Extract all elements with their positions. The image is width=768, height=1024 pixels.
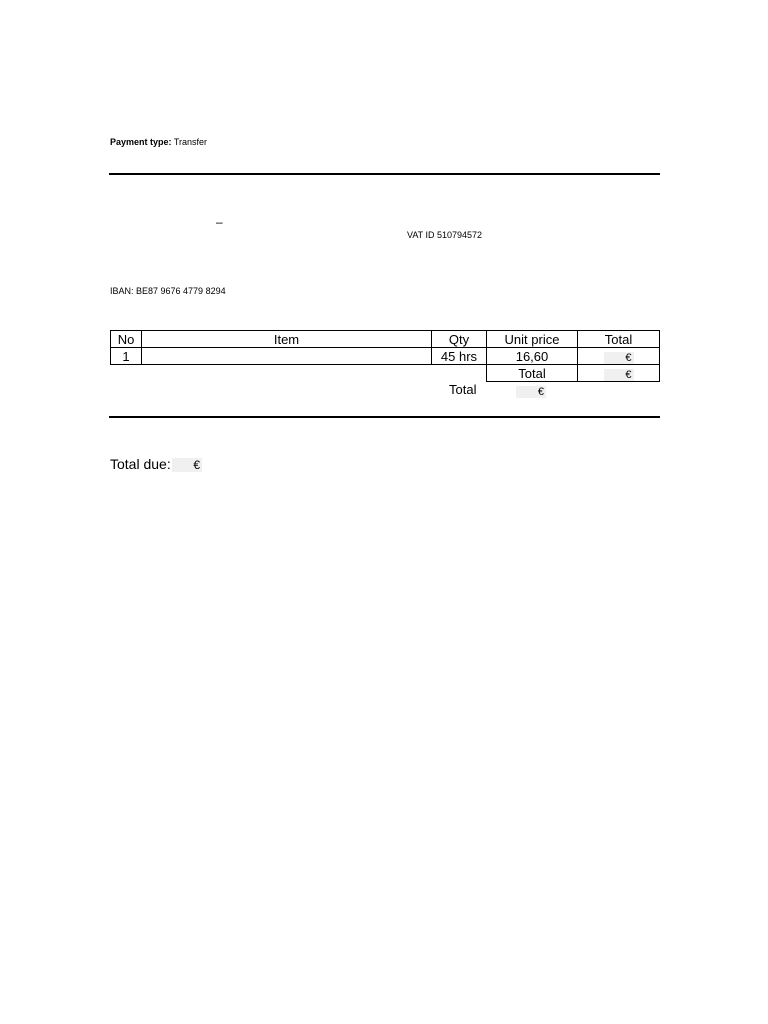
header-item: Item	[142, 331, 432, 348]
invoice-table	[110, 330, 660, 382]
subtotal-label: Total	[487, 365, 578, 382]
header-qty: Qty	[432, 331, 487, 348]
total-due-value: €	[172, 458, 202, 472]
subtotal-cell	[578, 365, 660, 382]
payment-type	[110, 137, 207, 147]
grand-total-cell	[516, 382, 546, 400]
table-row	[111, 348, 660, 365]
table-header-row	[111, 331, 660, 348]
row-item	[142, 348, 432, 365]
row-unit-price: 16,60	[487, 348, 578, 365]
header-no: No	[111, 331, 142, 348]
total-due-cell	[172, 456, 202, 474]
row-total-cell	[578, 348, 660, 365]
subtotal-row	[111, 365, 660, 382]
row-qty: 45 hrs	[432, 348, 487, 365]
grand-total-label: Total	[449, 382, 477, 397]
header-total: Total	[578, 331, 660, 348]
vat-id: VAT ID 510794572	[407, 230, 483, 240]
seller-dash: –	[216, 215, 223, 229]
payment-type-value: Transfer	[173, 137, 208, 147]
divider-top	[109, 173, 660, 175]
iban: IBAN: BE87 9676 4779 8294	[110, 286, 226, 296]
subtotal-value: €	[604, 369, 634, 381]
row-total: €	[604, 352, 634, 364]
header-unit-price: Unit price	[487, 331, 578, 348]
payment-type-label: Payment type:	[110, 137, 172, 147]
divider-bottom	[109, 416, 660, 418]
grand-total-value: €	[516, 386, 546, 398]
row-no: 1	[111, 348, 142, 365]
total-due-label: Total due:	[110, 456, 171, 472]
